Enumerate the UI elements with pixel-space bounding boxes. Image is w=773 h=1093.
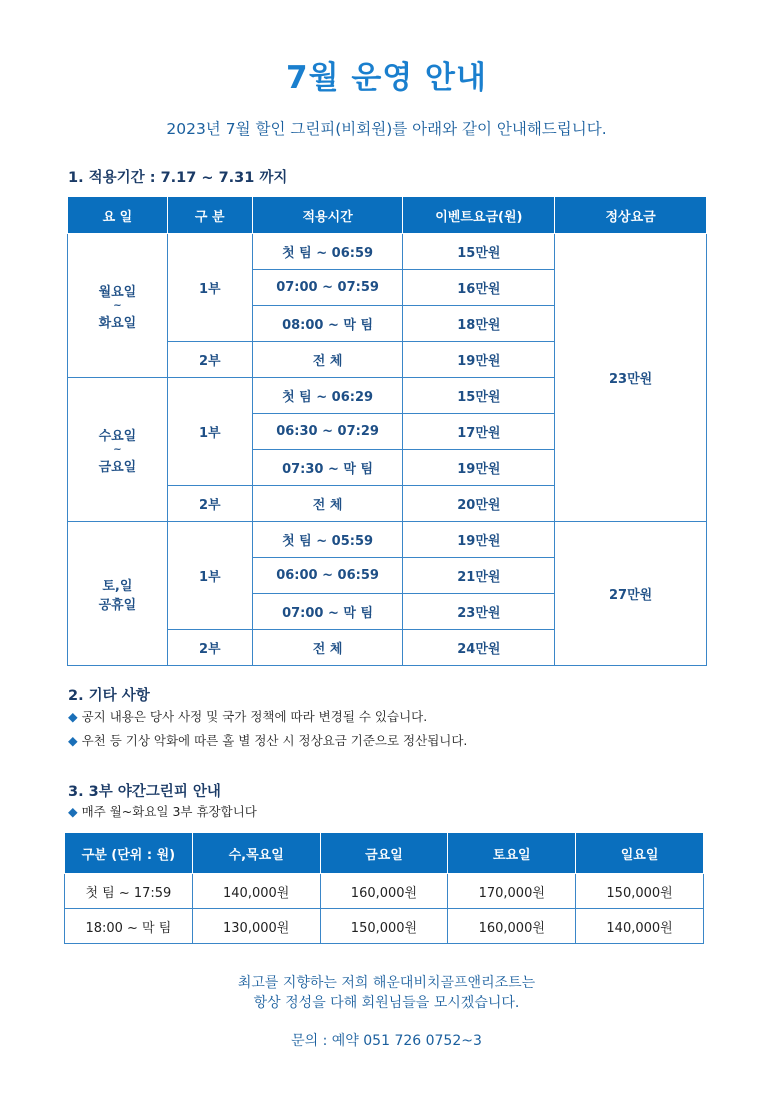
day-sep: ~	[113, 299, 122, 311]
time-cell: 06:00 ~ 06:59	[252, 558, 403, 594]
price-cell: 17만원	[403, 414, 555, 450]
contact-info: 문의 : 예약 051 726 0752~3	[291, 1033, 482, 1049]
part-cell: 2부	[167, 486, 252, 522]
price-cell: 23만원	[403, 594, 555, 630]
price-cell: 18만원	[403, 306, 555, 342]
time-cell: 08:00 ~ 막 팀	[252, 306, 403, 342]
price-cell: 170,000원	[448, 874, 576, 909]
time-cell: 07:00 ~ 막 팀	[252, 594, 403, 630]
time-cell: 전 체	[252, 486, 403, 522]
header-wed-thu: 수,목요일	[192, 833, 320, 874]
day-line1: 수요일	[98, 428, 137, 444]
table-row	[65, 874, 704, 909]
discount-fee-table	[67, 196, 707, 666]
price-cell: 160,000원	[448, 909, 576, 944]
time-cell: 06:30 ~ 07:29	[252, 414, 403, 450]
page-subtitle: 2023년 7월 할인 그린피(비회원)를 아래와 같이 안내해드립니다.	[166, 120, 607, 138]
header-day: 요 일	[68, 197, 168, 234]
page-title: 7월 운영 안내	[286, 60, 487, 96]
header-part: 구 분	[167, 197, 252, 234]
table-row	[68, 522, 707, 558]
time-cell: 07:00 ~ 07:59	[252, 270, 403, 306]
time-cell: 전 체	[252, 342, 403, 378]
day-cell	[68, 378, 168, 522]
price-cell: 20만원	[403, 486, 555, 522]
diamond-bullet-icon: ◆	[68, 804, 78, 819]
price-cell: 150,000원	[576, 874, 704, 909]
day-line2: 공휴일	[98, 597, 137, 613]
notice-text: 우천 등 기상 악화에 따른 홀 별 정산 시 정상요금 기준으로 정산됩니다.	[81, 733, 468, 748]
time-cell: 전 체	[252, 630, 403, 666]
header-sat: 토요일	[448, 833, 576, 874]
table-header-row	[68, 197, 707, 234]
price-cell: 150,000원	[320, 909, 448, 944]
header-time: 적용시간	[252, 197, 403, 234]
part-cell: 1부	[167, 234, 252, 342]
price-cell: 15만원	[403, 234, 555, 270]
price-cell: 140,000원	[192, 874, 320, 909]
table-header-row	[65, 833, 704, 874]
price-cell: 21만원	[403, 558, 555, 594]
price-cell: 24만원	[403, 630, 555, 666]
header-normal-price: 정상요금	[555, 197, 707, 234]
normal-price-weekend: 27만원	[555, 522, 707, 666]
normal-price-weekday: 23만원	[555, 234, 707, 522]
time-cell: 18:00 ~ 막 팀	[65, 909, 193, 944]
diamond-bullet-icon: ◆	[68, 709, 78, 724]
time-cell: 07:30 ~ 막 팀	[252, 450, 403, 486]
price-cell: 15만원	[403, 378, 555, 414]
day-line1: 토,일	[102, 578, 133, 594]
footer-line1: 최고를 지향하는 저희 해운대비치골프앤리조트는	[237, 975, 536, 991]
part-cell: 2부	[167, 630, 252, 666]
part-cell: 1부	[167, 378, 252, 486]
header-sun: 일요일	[576, 833, 704, 874]
notice-text: 매주 월~화요일 3부 휴장합니다	[81, 804, 257, 819]
price-cell: 160,000원	[320, 874, 448, 909]
price-cell: 130,000원	[192, 909, 320, 944]
table-row	[65, 909, 704, 944]
table-row	[68, 234, 707, 270]
footer-line2: 항상 정성을 다해 회원님들을 모시겠습니다.	[253, 995, 520, 1011]
time-cell: 첫 팀 ~ 17:59	[65, 874, 193, 909]
notice-item	[68, 707, 427, 725]
header-category: 구분 (단위 : 원)	[65, 833, 193, 874]
day-line1: 월요일	[98, 284, 137, 300]
price-cell: 140,000원	[576, 909, 704, 944]
day-cell	[68, 234, 168, 378]
price-cell: 19만원	[403, 522, 555, 558]
time-cell: 첫 팀 ~ 06:29	[252, 378, 403, 414]
header-event-price: 이벤트요금(원)	[403, 197, 555, 234]
day-line2: 화요일	[98, 315, 137, 331]
diamond-bullet-icon: ◆	[68, 733, 78, 748]
notice-item	[68, 731, 467, 749]
notice-text: 공지 내용은 당사 사정 및 국가 정책에 따라 변경될 수 있습니다.	[81, 709, 428, 724]
section3-heading: 3. 3부 야간그린피 안내	[68, 784, 221, 800]
header-fri: 금요일	[320, 833, 448, 874]
day-line2: 금요일	[98, 459, 137, 475]
section2-heading: 2. 기타 사항	[68, 688, 150, 704]
price-cell: 19만원	[403, 342, 555, 378]
part-cell: 2부	[167, 342, 252, 378]
time-cell: 첫 팀 ~ 05:59	[252, 522, 403, 558]
time-cell: 첫 팀 ~ 06:59	[252, 234, 403, 270]
day-sep: ~	[113, 443, 122, 455]
night-fee-table	[64, 832, 704, 944]
day-cell	[68, 522, 168, 666]
section1-heading: 1. 적용기간 : 7.17 ~ 7.31 까지	[68, 170, 288, 186]
price-cell: 19만원	[403, 450, 555, 486]
part-cell: 1부	[167, 522, 252, 630]
night-notice	[68, 802, 257, 820]
price-cell: 16만원	[403, 270, 555, 306]
